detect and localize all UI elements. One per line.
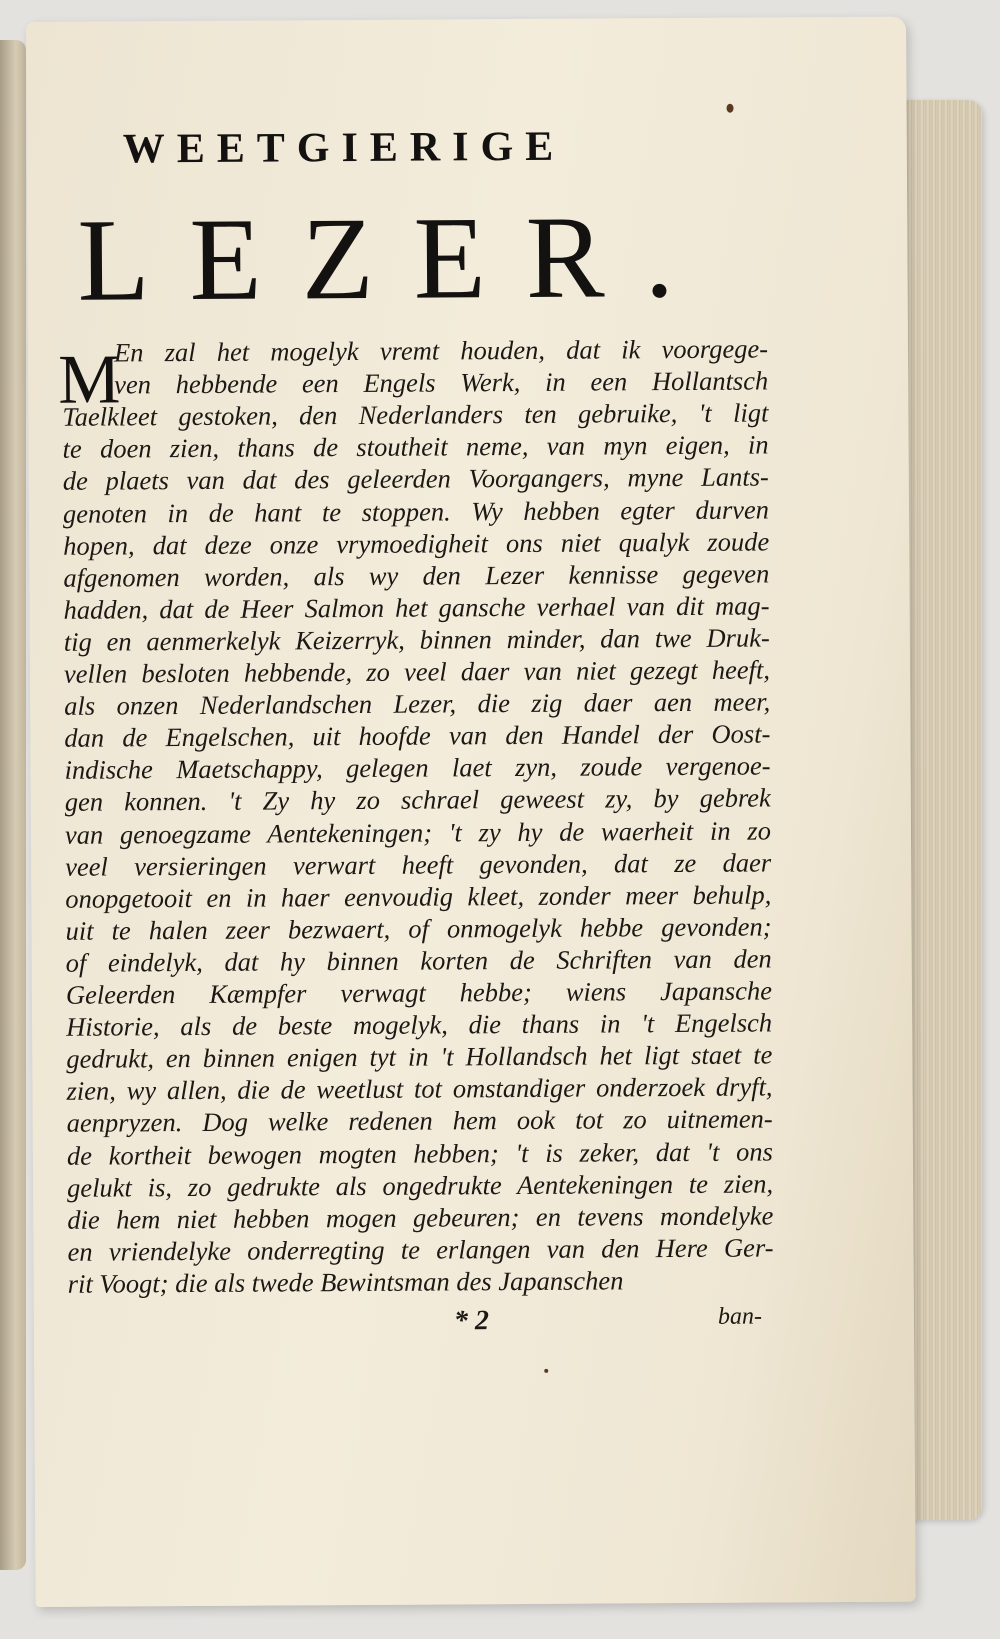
text-line: Taelkleet gestoken, den Nederlanders ten gebruike, 't ligt: [62, 397, 769, 432]
text-line: hadden, dat de Heer Salmon het gansche verhael van dit mag-: [63, 590, 770, 625]
signature-mark: * 2: [453, 1305, 490, 1337]
text-line: uit te halen zeer bezwaert, of onmogelyk hebbe gevonden;: [65, 911, 772, 946]
text-line: indische Maetschappy, gelegen laet zyn, zoude vergenoe-: [64, 750, 771, 786]
book-page: [26, 17, 916, 1607]
text-line: als onzen Nederlandschen Lezer, die zig daer aen meer,: [64, 686, 771, 721]
drop-cap: M: [57, 341, 121, 419]
text-line: de kortheit bewogen mogten hebben; 't is zeker, dat 't ons: [66, 1135, 774, 1171]
ink-speck: [544, 1369, 548, 1373]
text-line: veel versieringen verwart heeft gevonden, dat ze daer: [65, 847, 772, 882]
text-line: gen konnen. 't Zy hy zo schrael geweest zy, by gebrek: [64, 782, 771, 818]
text-line: die hem niet hebben mogen gebeuren; en tevens mondelyke: [67, 1200, 774, 1235]
text-line: Geleerden Kæmpfer verwagt hebbe; wiens Japansche: [65, 975, 773, 1010]
text-line: de plaets van dat des geleerden Voorgangers, myne Lants-: [62, 461, 769, 497]
catchword: ban-: [717, 1303, 763, 1330]
text-line: te doen zien, thans de stoutheit neme, van myn eigen, in: [62, 429, 769, 465]
text-line: en vriendelyke onderregting te erlangen van den Here Ger-: [67, 1232, 774, 1267]
text-line: vellen besloten hebbende, zo veel daer van niet gezegt heeft,: [63, 654, 771, 689]
header-title: LEZER.: [77, 190, 715, 326]
text-line: tig en aenmerkelyk Keizerryk, binnen minder, dan twe Druk-: [63, 622, 770, 657]
text-line: zien, wy allen, die de weetlust tot omstandiger onderzoek dryft,: [66, 1071, 773, 1107]
text-line: aenpryzen. Dog welke redenen hem ook tot zo uitnemen-: [66, 1103, 773, 1139]
text-line: gelukt is, zo gedrukte als ongedrukte Aentekeningen te zien,: [67, 1168, 774, 1203]
text-line: afgenomen worden, als wy den Lezer kennisse gegeven: [63, 558, 770, 593]
header-line-1: WEETGIERIGE: [122, 123, 566, 173]
text-line: gedrukt, en binnen enigen tyt in 't Hollandsch het ligt staet te: [66, 1039, 773, 1074]
text-line: dan de Engelschen, uit hoofde van den Handel der Oost-: [64, 718, 771, 753]
text-line: genoten in de hant te stoppen. Wy hebben egter durven: [62, 493, 770, 529]
text-line: rit Voogt; die als twede Bewintsman des Japanschen: [67, 1265, 624, 1299]
text-line: van genoegzame Aentekeningen; 't zy hy de waerheit in zo: [64, 814, 772, 850]
ink-speck: [727, 104, 734, 113]
text-line: ven hebbende een Engels Werk, in een Hollantsch: [114, 365, 769, 400]
text-line: onopgetooit en in haer eenvoudig kleet, zonder meer behulp,: [65, 879, 772, 914]
left-page-edge: [0, 40, 26, 1570]
text-line: hopen, dat deze onze vrymoedigheit ons niet qualyk zoude: [63, 526, 770, 561]
text-line: Historie, als de beste mogelyk, die thans in 't Engelsch: [66, 1007, 773, 1042]
text-line: En zal het mogelyk vremt houden, dat ik voorgege-: [113, 333, 769, 368]
text-line: of eindelyk, dat hy binnen korten de Schriften van den: [65, 943, 772, 978]
